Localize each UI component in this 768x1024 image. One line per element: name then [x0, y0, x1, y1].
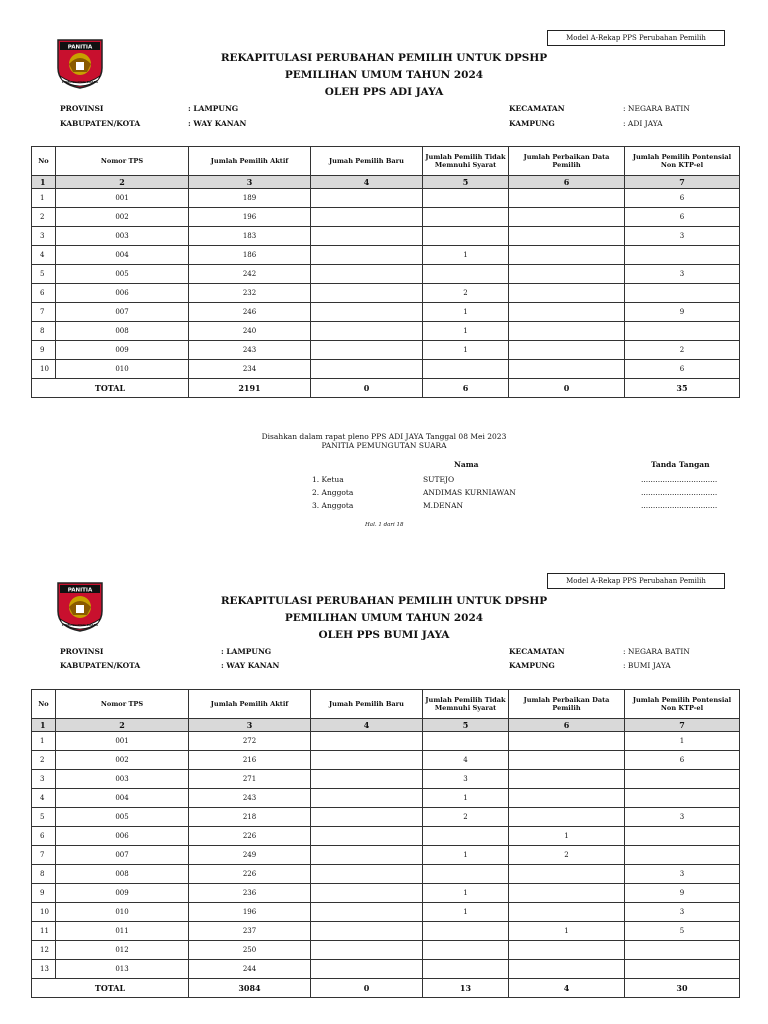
table-cell: 196: [189, 208, 311, 227]
signature-line: ................................: [641, 475, 718, 484]
rekap-table: [31, 146, 740, 398]
table-cell: 3: [625, 865, 740, 884]
table-cell: [311, 770, 423, 789]
signature-line: ................................: [641, 501, 718, 510]
signer-role: 2. Anggota: [312, 488, 354, 497]
table-cell: 4: [32, 246, 56, 265]
table-cell: 3: [423, 770, 509, 789]
table-row: [32, 341, 740, 360]
table-cell: [625, 246, 740, 265]
table-cell: 1: [423, 322, 509, 341]
table-row: [32, 751, 740, 770]
provinsi-label: PROVINSI: [60, 647, 104, 656]
title-line-2: PEMILIHAN UMUM TAHUN 2024: [284, 69, 484, 81]
table-cell: 2: [32, 208, 56, 227]
table-cell: 1: [509, 827, 625, 846]
total-cell: 6: [423, 379, 509, 398]
table-cell: [311, 360, 423, 379]
header-row: [32, 147, 740, 176]
table-cell: 6: [625, 208, 740, 227]
table-cell: 1: [625, 732, 740, 751]
tanda-tangan-header: Tanda Tangan: [651, 460, 710, 469]
kabupaten-label: KABUPATEN/KOTA: [60, 119, 141, 128]
table-cell: 4: [32, 789, 56, 808]
table-row: [32, 846, 740, 865]
table-cell: 9: [625, 303, 740, 322]
column-header: Nomor TPS: [56, 147, 189, 176]
table-cell: [625, 322, 740, 341]
table-cell: 1: [423, 846, 509, 865]
table-cell: 8: [32, 322, 56, 341]
table-cell: [509, 303, 625, 322]
table-cell: 243: [189, 341, 311, 360]
table-cell: [509, 284, 625, 303]
table-cell: 3: [32, 770, 56, 789]
title-line-1: REKAPITULASI PERUBAHAN PEMILIH UNTUK DPSHP: [220, 52, 548, 64]
column-index: 3: [189, 719, 311, 732]
column-header: Jumlah Pemilih Aktif: [189, 147, 311, 176]
table-cell: [311, 751, 423, 770]
column-index: 1: [32, 176, 56, 189]
table-cell: 003: [56, 227, 189, 246]
table-cell: [509, 960, 625, 979]
table-cell: 249: [189, 846, 311, 865]
table-cell: 008: [56, 322, 189, 341]
kampung-value: : BUMI JAYA: [623, 661, 671, 670]
page-number: Hal. 1 dari 18: [365, 522, 404, 528]
table-cell: 1: [32, 732, 56, 751]
rekap-table: [31, 689, 740, 998]
svg-text:PEMUNGUTAN SUARA: PEMUNGUTAN SUARA: [61, 623, 99, 627]
table-cell: 010: [56, 903, 189, 922]
table-cell: 3: [625, 265, 740, 284]
model-label: Model A-Rekap PPS Perubahan Pemilih: [547, 573, 725, 589]
table-cell: 011: [56, 922, 189, 941]
table-cell: 1: [423, 246, 509, 265]
column-index: 7: [625, 176, 740, 189]
kampung-label: KAMPUNG: [509, 119, 555, 128]
table-cell: [311, 922, 423, 941]
table-row: [32, 732, 740, 751]
table-cell: 002: [56, 751, 189, 770]
table-cell: [311, 846, 423, 865]
column-index-row: [32, 719, 740, 732]
table-cell: [311, 303, 423, 322]
table-cell: [311, 265, 423, 284]
table-row: [32, 808, 740, 827]
column-index: 3: [189, 176, 311, 189]
table-cell: [311, 284, 423, 303]
table-cell: 4: [423, 751, 509, 770]
table-cell: 009: [56, 884, 189, 903]
table-row: [32, 360, 740, 379]
table-cell: [509, 227, 625, 246]
table-cell: [625, 789, 740, 808]
table-cell: [509, 322, 625, 341]
table-cell: 1: [423, 903, 509, 922]
table-cell: 1: [423, 341, 509, 360]
svg-text:PANITIA: PANITIA: [67, 587, 93, 594]
title-line-3: OLEH PPS BUMI JAYA: [318, 629, 450, 641]
table-cell: [311, 903, 423, 922]
table-cell: [509, 770, 625, 789]
provinsi-label: PROVINSI: [60, 104, 104, 113]
table-cell: [423, 265, 509, 284]
table-cell: 008: [56, 865, 189, 884]
table-cell: [509, 360, 625, 379]
column-index: 7: [625, 719, 740, 732]
table-cell: 236: [189, 884, 311, 903]
table-cell: 272: [189, 732, 311, 751]
column-header: Jumah Pemilih Baru: [311, 690, 423, 719]
table-cell: [625, 941, 740, 960]
table-cell: 2: [509, 846, 625, 865]
table-cell: 244: [189, 960, 311, 979]
table-cell: [423, 941, 509, 960]
signer-role: 3. Anggota: [312, 501, 354, 510]
table-cell: [625, 827, 740, 846]
column-header: No: [32, 147, 56, 176]
model-label: Model A-Rekap PPS Perubahan Pemilih: [547, 30, 725, 46]
table-cell: [423, 960, 509, 979]
table-cell: 1: [32, 189, 56, 208]
table-cell: [311, 341, 423, 360]
table-cell: 246: [189, 303, 311, 322]
table-cell: 218: [189, 808, 311, 827]
table-cell: 226: [189, 827, 311, 846]
total-cell: 0: [509, 379, 625, 398]
table-row: [32, 322, 740, 341]
table-cell: [509, 751, 625, 770]
table-cell: [509, 789, 625, 808]
table-row: [32, 227, 740, 246]
table-cell: [509, 732, 625, 751]
total-cell: 35: [625, 379, 740, 398]
title-line-2: PEMILIHAN UMUM TAHUN 2024: [284, 612, 484, 624]
column-index: 5: [423, 719, 509, 732]
table-cell: [311, 865, 423, 884]
column-header: Jumlah Pemilih Pontensial Non KTP-el: [625, 690, 740, 719]
table-cell: 013: [56, 960, 189, 979]
table-cell: [423, 732, 509, 751]
provinsi-value: : LAMPUNG: [188, 104, 239, 113]
table-cell: [423, 227, 509, 246]
total-cell: 2191: [189, 379, 311, 398]
kecamatan-value: : NEGARA BATIN: [623, 647, 690, 656]
table-cell: 3: [625, 808, 740, 827]
table-row: [32, 960, 740, 979]
column-index: 2: [56, 719, 189, 732]
table-cell: 002: [56, 208, 189, 227]
column-index: 2: [56, 176, 189, 189]
table-row: [32, 922, 740, 941]
table-cell: [509, 941, 625, 960]
table-cell: 271: [189, 770, 311, 789]
table-cell: 226: [189, 865, 311, 884]
table-row: [32, 770, 740, 789]
table-cell: 12: [32, 941, 56, 960]
table-cell: [311, 189, 423, 208]
table-cell: 189: [189, 189, 311, 208]
table-cell: 9: [625, 884, 740, 903]
table-cell: 2: [32, 751, 56, 770]
table-cell: 216: [189, 751, 311, 770]
table-cell: [311, 246, 423, 265]
column-header: Jumah Pemilih Baru: [311, 147, 423, 176]
table-row: [32, 284, 740, 303]
table-row: [32, 303, 740, 322]
total-cell: 30: [625, 979, 740, 998]
kampung-label: KAMPUNG: [509, 661, 555, 670]
column-index: 4: [311, 176, 423, 189]
table-cell: [509, 808, 625, 827]
table-row: [32, 789, 740, 808]
column-index: 6: [509, 176, 625, 189]
kabupaten-label: KABUPATEN/KOTA: [60, 661, 141, 670]
table-cell: 5: [625, 922, 740, 941]
table-cell: [509, 208, 625, 227]
table-row: [32, 865, 740, 884]
table-cell: [509, 189, 625, 208]
total-cell: 3084: [189, 979, 311, 998]
table-cell: [625, 770, 740, 789]
column-header: Jumlah Pemilih Pontensial Non KTP-el: [625, 147, 740, 176]
kabupaten-value: : WAY KANAN: [188, 119, 247, 128]
table-cell: 6: [32, 827, 56, 846]
table-cell: 7: [32, 846, 56, 865]
table-cell: 9: [32, 884, 56, 903]
table-cell: 6: [625, 189, 740, 208]
table-cell: 3: [625, 227, 740, 246]
table-row: [32, 265, 740, 284]
table-cell: 5: [32, 265, 56, 284]
table-cell: 7: [32, 303, 56, 322]
title-line-3: OLEH PPS ADI JAYA: [324, 86, 444, 98]
table-cell: 2: [423, 284, 509, 303]
table-cell: 243: [189, 789, 311, 808]
column-header: Nomor TPS: [56, 690, 189, 719]
table-cell: 242: [189, 265, 311, 284]
table-cell: [509, 246, 625, 265]
table-cell: 196: [189, 903, 311, 922]
table-cell: [311, 322, 423, 341]
table-row: [32, 189, 740, 208]
table-cell: [311, 789, 423, 808]
table-cell: 006: [56, 827, 189, 846]
table-cell: 234: [189, 360, 311, 379]
kecamatan-value: : NEGARA BATIN: [623, 104, 690, 113]
total-cell: 0: [311, 979, 423, 998]
table-row: [32, 246, 740, 265]
column-header: Jumlah Pemilih Tidak Memnuhi Syarat: [423, 690, 509, 719]
table-cell: [625, 846, 740, 865]
table-cell: [423, 922, 509, 941]
panitia-text: PANITIA PEMUNGUTAN SUARA: [321, 441, 447, 450]
table-row: [32, 827, 740, 846]
table-cell: 6: [625, 751, 740, 770]
table-cell: 006: [56, 284, 189, 303]
kecamatan-label: KECAMATAN: [509, 647, 565, 656]
table-cell: 10: [32, 360, 56, 379]
table-cell: [509, 903, 625, 922]
kabupaten-value: : WAY KANAN: [221, 661, 280, 670]
table-cell: [311, 208, 423, 227]
svg-text:PANITIA: PANITIA: [67, 44, 93, 51]
table-cell: 003: [56, 770, 189, 789]
table-row: [32, 941, 740, 960]
table-cell: 007: [56, 846, 189, 865]
table-cell: 10: [32, 903, 56, 922]
table-cell: 005: [56, 265, 189, 284]
svg-text:PEMUNGUTAN SUARA: PEMUNGUTAN SUARA: [61, 80, 99, 84]
table-cell: [311, 960, 423, 979]
table-cell: 183: [189, 227, 311, 246]
table-cell: 1: [423, 789, 509, 808]
total-cell: 4: [509, 979, 625, 998]
total-label: TOTAL: [32, 979, 189, 998]
total-label: TOTAL: [32, 379, 189, 398]
table-cell: 5: [32, 808, 56, 827]
table-cell: 001: [56, 732, 189, 751]
signer-name: M.DENAN: [423, 501, 464, 510]
table-cell: [311, 808, 423, 827]
table-cell: 237: [189, 922, 311, 941]
table-cell: [311, 884, 423, 903]
kecamatan-label: KECAMATAN: [509, 104, 565, 113]
table-cell: [311, 227, 423, 246]
table-row: [32, 884, 740, 903]
signer-name: ANDIMAS KURNIAWAN: [423, 488, 516, 497]
table-cell: 004: [56, 789, 189, 808]
total-row: [32, 379, 740, 398]
table-cell: [509, 865, 625, 884]
table-cell: 001: [56, 189, 189, 208]
table-cell: [423, 360, 509, 379]
table-cell: 6: [32, 284, 56, 303]
column-header: Jumlah Perbaikan Data Pemilih: [509, 147, 625, 176]
column-index: 5: [423, 176, 509, 189]
table-cell: [423, 865, 509, 884]
column-index: 4: [311, 719, 423, 732]
table-cell: 8: [32, 865, 56, 884]
table-cell: 1: [509, 922, 625, 941]
table-cell: [509, 265, 625, 284]
table-cell: [311, 732, 423, 751]
table-cell: 232: [189, 284, 311, 303]
disahkan-text: Disahkan dalam rapat pleno PPS ADI JAYA Tanggal 08 Mei 2023: [261, 432, 507, 441]
table-cell: 11: [32, 922, 56, 941]
column-header: No: [32, 690, 56, 719]
signer-role: 1. Ketua: [312, 475, 344, 484]
header-row: [32, 690, 740, 719]
signature-line: ................................: [641, 488, 718, 497]
table-cell: 004: [56, 246, 189, 265]
table-cell: 3: [32, 227, 56, 246]
table-cell: 240: [189, 322, 311, 341]
column-header: Jumlah Pemilih Aktif: [189, 690, 311, 719]
table-row: [32, 903, 740, 922]
table-cell: [509, 884, 625, 903]
column-header: Jumlah Pemilih Tidak Memnuhi Syarat: [423, 147, 509, 176]
table-cell: 009: [56, 341, 189, 360]
table-cell: 250: [189, 941, 311, 960]
total-cell: 13: [423, 979, 509, 998]
kampung-value: : ADI JAYA: [623, 119, 663, 128]
column-header: Jumlah Perbaikan Data Pemilih: [509, 690, 625, 719]
nama-header: Nama: [454, 460, 479, 469]
table-cell: 2: [625, 341, 740, 360]
column-index: 1: [32, 719, 56, 732]
table-cell: 012: [56, 941, 189, 960]
total-row: [32, 979, 740, 998]
table-row: [32, 208, 740, 227]
table-cell: 9: [32, 341, 56, 360]
table-cell: 1: [423, 303, 509, 322]
table-cell: 005: [56, 808, 189, 827]
table-cell: 6: [625, 360, 740, 379]
table-cell: 1: [423, 884, 509, 903]
column-index-row: [32, 176, 740, 189]
table-cell: 2: [423, 808, 509, 827]
table-cell: 010: [56, 360, 189, 379]
column-index: 6: [509, 719, 625, 732]
table-cell: [423, 208, 509, 227]
provinsi-value: : LAMPUNG: [221, 647, 272, 656]
table-cell: 186: [189, 246, 311, 265]
table-cell: [423, 827, 509, 846]
signer-name: SUTEJO: [423, 475, 455, 484]
table-cell: [509, 341, 625, 360]
table-cell: 3: [625, 903, 740, 922]
table-cell: 007: [56, 303, 189, 322]
table-cell: [423, 189, 509, 208]
table-cell: [311, 941, 423, 960]
title-line-1: REKAPITULASI PERUBAHAN PEMILIH UNTUK DPSHP: [220, 595, 548, 607]
table-cell: 13: [32, 960, 56, 979]
table-cell: [625, 284, 740, 303]
table-cell: [625, 960, 740, 979]
total-cell: 0: [311, 379, 423, 398]
table-cell: [311, 827, 423, 846]
